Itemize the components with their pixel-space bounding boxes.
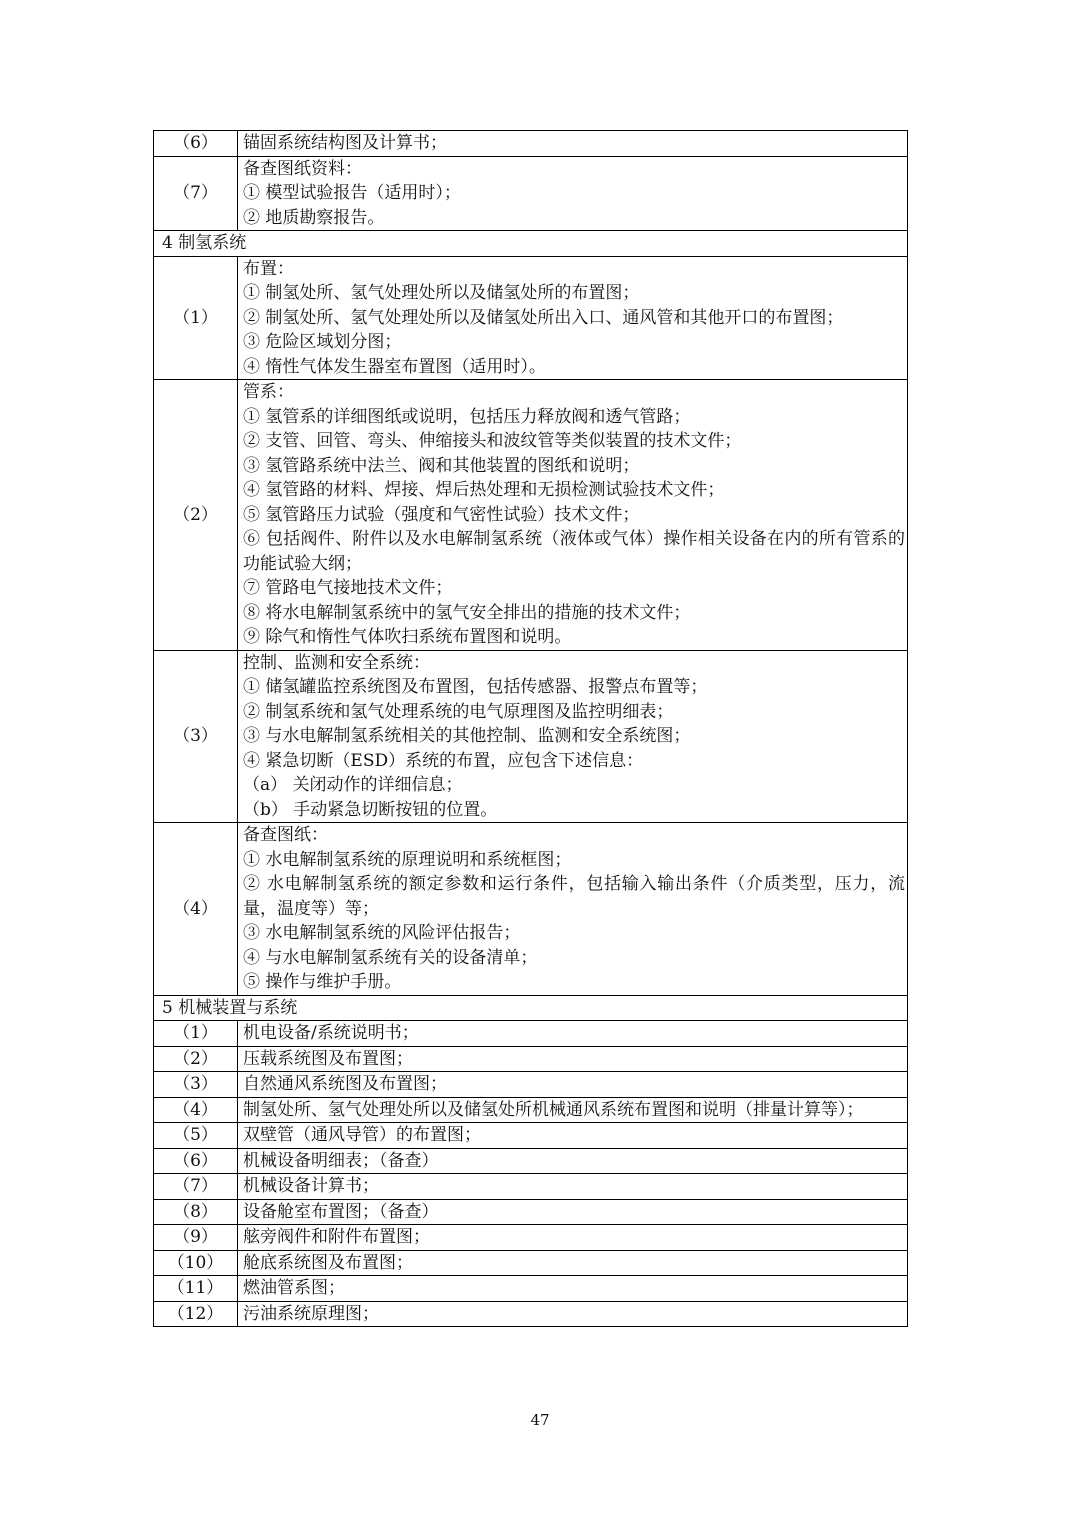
item-content <box>238 1046 908 1072</box>
item-content <box>238 1301 908 1327</box>
item-content <box>238 256 908 380</box>
requirements-table <box>153 130 908 1327</box>
item-number: （1） <box>154 256 238 380</box>
table-row <box>154 1097 908 1123</box>
content-line: （b） 手动紧急切断按钮的位置。 <box>243 799 498 820</box>
content-line: 锚固系统结构图及计算书； <box>243 133 447 153</box>
item-number: （5） <box>154 1123 238 1149</box>
content-line: ⑤ 操作与维护手册。 <box>243 972 402 992</box>
content-line: 双壁管（通风导管）的布置图； <box>243 1125 481 1145</box>
content-line: 制氢处所、氢气处理处所以及储氢处所机械通风系统布置图和说明（排量计算等）； <box>243 1099 864 1120</box>
content-line: 污油系统原理图； <box>243 1303 379 1324</box>
table-row <box>154 1276 908 1302</box>
item-number: （12） <box>154 1301 238 1327</box>
content-line: 燃油管系图； <box>243 1278 345 1298</box>
content-line: 舷旁阀件和附件布置图； <box>243 1227 430 1247</box>
content-line: ④ 与水电解制氢系统有关的设备清单； <box>243 947 538 968</box>
table-row <box>154 823 908 996</box>
content-line: ③ 氢管路系统中法兰、阀和其他装置的图纸和说明； <box>243 455 640 476</box>
content-line: ② 制氢系统和氢气处理系统的电气原理图及监控明细表； <box>243 701 674 722</box>
item-number: （7） <box>154 156 238 231</box>
content-line: 备查图纸： <box>243 825 328 845</box>
content-line: ① 模型试验报告（适用时）； <box>243 183 461 203</box>
item-content <box>238 1250 908 1276</box>
section-row <box>154 995 908 1021</box>
item-content <box>238 650 908 823</box>
table-row <box>154 1123 908 1149</box>
content-line: ① 储氢罐监控系统图及布置图，包括传感器、报警点布置等； <box>243 677 708 697</box>
table-row <box>154 650 908 823</box>
content-line: ③ 危险区域划分图； <box>243 332 402 352</box>
content-line: 机械设备计算书； <box>243 1176 379 1196</box>
content-line: 舱底系统图及布置图； <box>243 1252 413 1273</box>
item-content <box>238 156 908 231</box>
content-line: ⑤ 氢管路压力试验（强度和气密性试验）技术文件； <box>243 504 640 525</box>
item-number: （3） <box>154 1072 238 1098</box>
item-content <box>238 1199 908 1225</box>
content-line: ① 氢管系的详细图纸或说明，包括压力释放阀和透气管路； <box>243 406 691 427</box>
item-content <box>238 1174 908 1200</box>
page-number: 47 <box>530 1411 550 1429</box>
item-number: （6） <box>154 1148 238 1174</box>
content-line: ④ 紧急切断（ESD）系统的布置，应包含下述信息： <box>243 750 644 771</box>
section-row <box>154 231 908 257</box>
section-heading: 4 制氢系统 <box>154 231 908 257</box>
content-line: ① 水电解制氢系统的原理说明和系统框图； <box>243 849 572 870</box>
table-row <box>154 1072 908 1098</box>
content-line: 机电设备/系统说明书； <box>243 1023 419 1043</box>
table-row <box>154 256 908 380</box>
table-row <box>154 131 908 157</box>
item-number: （2） <box>154 1046 238 1072</box>
table-row <box>154 1225 908 1251</box>
item-content <box>238 1072 908 1098</box>
item-content <box>238 1021 908 1047</box>
content-line: 控制、监测和安全系统： <box>243 652 430 673</box>
item-content <box>238 1148 908 1174</box>
table-row <box>154 380 908 651</box>
item-number: （1） <box>154 1021 238 1047</box>
item-number: （6） <box>154 131 238 157</box>
item-number: （4） <box>154 823 238 996</box>
content-line: 设备舱室布置图；（备查） <box>243 1201 439 1222</box>
item-number: （8） <box>154 1199 238 1225</box>
content-line: ② 支管、回管、弯头、伸缩接头和波纹管等类似装置的技术文件； <box>243 431 742 451</box>
content-line: ② 地质勘察报告。 <box>243 207 385 228</box>
content-line: 备查图纸资料： <box>243 158 362 179</box>
requirements-table-body <box>154 131 908 1327</box>
table-row <box>154 1301 908 1327</box>
item-content <box>238 380 908 651</box>
content-line: （a） 关闭动作的详细信息； <box>243 775 463 795</box>
content-line: ④ 氢管路的材料、焊接、焊后热处理和无损检测试验技术文件； <box>243 480 725 500</box>
item-number: （2） <box>154 380 238 651</box>
item-content <box>238 131 908 157</box>
item-number: （4） <box>154 1097 238 1123</box>
item-number: （11） <box>154 1276 238 1302</box>
content-line: 机械设备明细表；（备查） <box>243 1150 439 1171</box>
content-line: ④ 惰性气体发生器室布置图（适用时）。 <box>243 356 546 377</box>
table-row <box>154 1199 908 1225</box>
item-content <box>238 823 908 996</box>
content-line: ⑥ 包括阀件、附件以及水电解制氢系统（液体或气体）操作相关设备在内的所有管系的功能试验大纲； <box>243 529 905 574</box>
content-line: 自然通风系统图及布置图； <box>243 1074 447 1094</box>
item-content <box>238 1276 908 1302</box>
table-row <box>154 1174 908 1200</box>
content-line: ② 水电解制氢系统的额定参数和运行条件，包括输入输出条件（介质类型，压力，流量，温度等）等； <box>243 874 905 919</box>
item-content <box>238 1097 908 1123</box>
item-number: （10） <box>154 1250 238 1276</box>
content-line: ⑦ 管路电气接地技术文件； <box>243 578 453 598</box>
content-line: 管系： <box>243 382 294 402</box>
item-content <box>238 1123 908 1149</box>
table-row <box>154 1148 908 1174</box>
content-line: ⑨ 除气和惰性气体吹扫系统布置图和说明。 <box>243 627 572 647</box>
table-row <box>154 1021 908 1047</box>
content-line: ③ 与水电解制氢系统相关的其他控制、监测和安全系统图； <box>243 726 691 746</box>
table-row <box>154 1046 908 1072</box>
table-row <box>154 156 908 231</box>
section-heading: 5 机械装置与系统 <box>154 995 908 1021</box>
table-row <box>154 1250 908 1276</box>
content-line: ① 制氢处所、氢气处理处所以及储氢处所的布置图； <box>243 283 640 303</box>
content-line: ⑧ 将水电解制氢系统中的氢气安全排出的措施的技术文件； <box>243 602 691 623</box>
item-number: （3） <box>154 650 238 823</box>
content-line: ② 制氢处所、氢气处理处所以及储氢处所出入口、通风管和其他开口的布置图； <box>243 307 844 328</box>
content-line: ③ 水电解制氢系统的风险评估报告； <box>243 923 521 943</box>
item-content <box>238 1225 908 1251</box>
content-line: 布置： <box>243 258 294 279</box>
item-number: （9） <box>154 1225 238 1251</box>
item-number: （7） <box>154 1174 238 1200</box>
content-line: 压载系统图及布置图； <box>243 1048 413 1069</box>
